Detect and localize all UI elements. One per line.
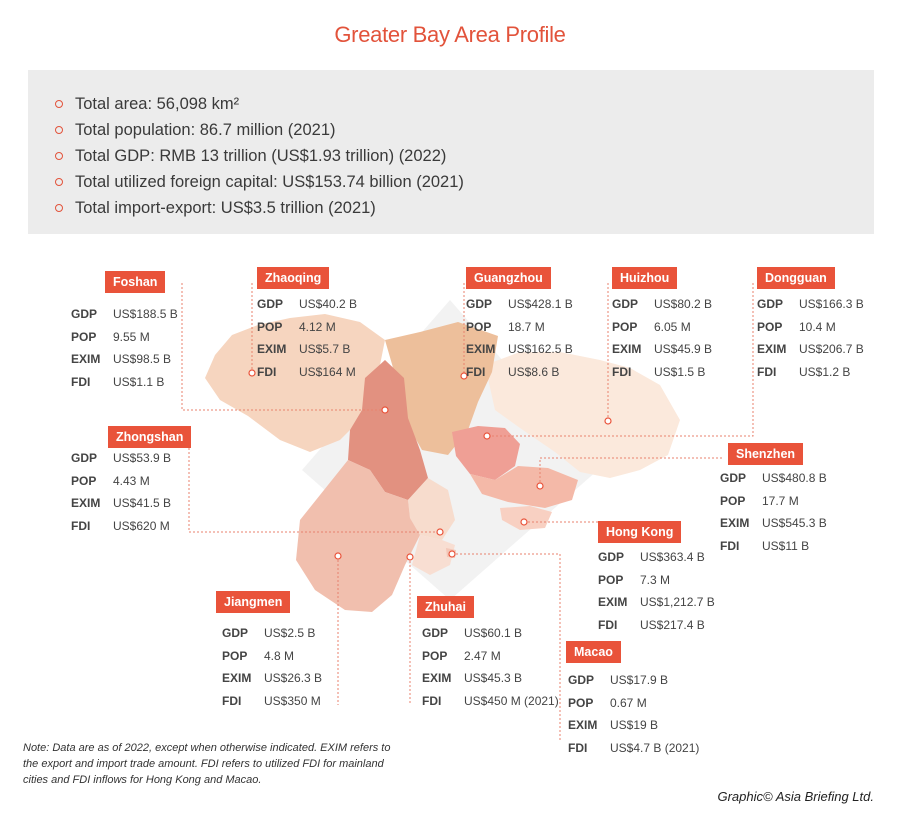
stat-value: US$350 M xyxy=(264,693,321,708)
city-card-jiangmen xyxy=(216,591,290,613)
stat-key: FDI xyxy=(422,693,442,708)
stat-key: POP xyxy=(757,319,783,334)
stat-value: US$8.6 B xyxy=(508,364,560,379)
stat-key: EXIM xyxy=(568,718,598,732)
stat-value: US$363.4 B xyxy=(640,550,705,564)
stat-row-gdp xyxy=(598,546,715,569)
stat-key: GDP xyxy=(71,451,98,465)
stat-row-fdi xyxy=(222,690,322,713)
stat-row-fdi xyxy=(71,371,178,394)
city-label-hongkong: Hong Kong xyxy=(598,521,681,543)
city-card-foshan xyxy=(105,271,190,293)
stat-row-fdi xyxy=(720,535,827,558)
city-card-guangzhou xyxy=(466,267,573,383)
marker-zhongshan xyxy=(437,529,443,535)
stat-value: US$80.2 B xyxy=(654,297,713,311)
stat-row-fdi xyxy=(598,614,715,637)
marker-zhuhai xyxy=(407,554,413,560)
marker-hongkong xyxy=(521,519,527,525)
stat-row-gdp xyxy=(568,669,699,692)
stat-key: POP xyxy=(598,572,624,587)
city-label-dongguan: Dongguan xyxy=(757,267,835,289)
stat-value: 4.43 M xyxy=(113,473,150,488)
city-stats-zhuhai xyxy=(422,622,559,712)
stat-value: US$164 M xyxy=(299,364,356,379)
stat-key: EXIM xyxy=(598,595,628,609)
stat-value: US$98.5 B xyxy=(113,352,172,366)
summary-item-foreign-capital: Total utilized foreign capital: US$153.74 billion (2021) xyxy=(55,171,874,197)
city-label-shenzhen: Shenzhen xyxy=(728,443,803,465)
city-card-zhuhai xyxy=(417,596,474,618)
stat-row-pop xyxy=(598,569,715,592)
stat-key: FDI xyxy=(466,364,486,379)
stat-value: US$188.5 B xyxy=(113,307,178,321)
stat-key: GDP xyxy=(222,626,249,640)
stat-value: US$480.8 B xyxy=(762,471,827,485)
stat-row-fdi xyxy=(466,361,573,384)
marker-zhaoqing xyxy=(249,370,255,376)
stat-value: US$60.1 B xyxy=(464,626,523,640)
stat-value: 9.55 M xyxy=(113,329,150,344)
stat-key: POP xyxy=(71,329,97,344)
stat-key: GDP xyxy=(612,297,639,311)
stat-value: 6.05 M xyxy=(654,319,691,334)
stat-key: EXIM xyxy=(257,342,287,356)
stat-value: US$5.7 B xyxy=(299,342,351,356)
stat-row-exim xyxy=(568,714,699,737)
stat-key: POP xyxy=(257,319,283,334)
stat-value: 10.4 M xyxy=(799,319,836,334)
stat-row-pop xyxy=(757,316,864,339)
city-stats-jiangmen xyxy=(222,622,322,712)
stat-key: EXIM xyxy=(757,342,787,356)
stat-value: US$1,212.7 B xyxy=(640,595,715,609)
stat-value: 2.47 M xyxy=(464,648,501,663)
stat-key: GDP xyxy=(257,297,284,311)
stat-key: FDI xyxy=(720,538,740,553)
page-title: Greater Bay Area Profile xyxy=(334,22,566,47)
stat-row-fdi xyxy=(257,361,357,384)
stat-value: US$53.9 B xyxy=(113,451,172,465)
stat-row-exim xyxy=(612,338,712,361)
stat-row-exim xyxy=(757,338,864,361)
stat-value: US$166.3 B xyxy=(799,297,864,311)
stat-key: EXIM xyxy=(612,342,642,356)
stat-value: US$41.5 B xyxy=(113,496,172,510)
stat-value: US$2.5 B xyxy=(264,626,316,640)
stat-key: FDI xyxy=(568,740,588,755)
stat-value: US$11 B xyxy=(762,538,810,553)
stat-value: 7.3 M xyxy=(640,572,671,587)
stat-row-pop xyxy=(71,326,178,349)
city-label-zhuhai: Zhuhai xyxy=(417,596,474,618)
stat-key: GDP xyxy=(568,673,595,687)
stat-row-exim xyxy=(720,512,827,535)
city-label-guangzhou: Guangzhou xyxy=(466,267,551,289)
stat-value: US$4.7 B (2021) xyxy=(610,740,700,755)
marker-huizhou xyxy=(605,418,611,424)
credit: Graphic© Asia Briefing Ltd. xyxy=(717,789,874,804)
stat-row-gdp xyxy=(757,293,864,316)
stat-value: US$1.2 B xyxy=(799,364,851,379)
stat-key: FDI xyxy=(757,364,777,379)
stat-key: GDP xyxy=(71,307,98,321)
marker-foshan xyxy=(382,407,388,413)
stat-row-gdp xyxy=(466,293,573,316)
stat-key: POP xyxy=(222,648,248,663)
stat-value: 18.7 M xyxy=(508,319,545,334)
stat-row-exim xyxy=(257,338,357,361)
stat-key: GDP xyxy=(720,471,747,485)
city-label-zhongshan: Zhongshan xyxy=(108,426,191,448)
stat-value: 4.12 M xyxy=(299,319,336,334)
stat-row-fdi xyxy=(612,361,712,384)
city-card-huizhou xyxy=(612,267,712,383)
stat-value: 4.8 M xyxy=(264,648,295,663)
stat-row-pop xyxy=(422,645,559,668)
city-label-zhaoqing: Zhaoqing xyxy=(257,267,329,289)
summary-list xyxy=(28,70,874,223)
stat-value: US$40.2 B xyxy=(299,297,358,311)
stat-key: EXIM xyxy=(71,352,101,366)
stat-row-pop xyxy=(568,692,699,715)
marker-macao xyxy=(449,551,455,557)
stat-row-exim xyxy=(71,348,178,371)
city-stats-macao xyxy=(568,669,699,759)
stat-value: US$19 B xyxy=(610,718,659,732)
city-label-macao: Macao xyxy=(566,641,621,663)
stat-value: US$620 M xyxy=(113,518,170,533)
stat-key: FDI xyxy=(222,693,242,708)
stat-key: GDP xyxy=(757,297,784,311)
stat-value: US$217.4 B xyxy=(640,617,705,632)
stat-value: US$17.9 B xyxy=(610,673,669,687)
city-card-zhongshan xyxy=(108,426,191,448)
marker-dongguan xyxy=(484,433,490,439)
stat-row-pop xyxy=(466,316,573,339)
stat-row-exim xyxy=(71,492,171,515)
stat-row-fdi xyxy=(757,361,864,384)
stat-row-gdp xyxy=(422,622,559,645)
stat-key: EXIM xyxy=(71,496,101,510)
stat-row-pop xyxy=(222,645,322,668)
stat-row-exim xyxy=(598,591,715,614)
marker-shenzhen xyxy=(537,483,543,489)
stat-key: GDP xyxy=(466,297,493,311)
stat-value: 0.67 M xyxy=(610,695,647,710)
stat-row-pop xyxy=(71,470,171,493)
city-stats-foshan xyxy=(71,303,178,393)
stat-key: POP xyxy=(466,319,492,334)
city-card-macao xyxy=(566,641,621,663)
city-stats-shenzhen xyxy=(720,467,827,557)
stat-row-pop xyxy=(612,316,712,339)
stat-key: FDI xyxy=(612,364,632,379)
stat-key: FDI xyxy=(71,374,91,389)
stat-value: US$162.5 B xyxy=(508,342,573,356)
stat-row-exim xyxy=(422,667,559,690)
stat-value: US$26.3 B xyxy=(264,671,323,685)
stat-row-pop xyxy=(720,490,827,513)
footnote: Note: Data are as of 2022, except when otherwise indicated. EXIM refers to the export and import trade amount. FDI refers to utilized FDI for mainland cities and FDI inflows for Hong Kong and Macao. xyxy=(23,742,391,786)
summary-item-population: Total population: 86.7 million (2021) xyxy=(55,119,874,145)
stat-row-fdi xyxy=(422,690,559,713)
stat-key: EXIM xyxy=(720,516,750,530)
stat-value: US$450 M (2021) xyxy=(464,693,559,708)
stat-key: FDI xyxy=(598,617,618,632)
stat-key: POP xyxy=(568,695,594,710)
city-label-huizhou: Huizhou xyxy=(612,267,677,289)
city-label-foshan: Foshan xyxy=(105,271,165,293)
stat-row-gdp xyxy=(720,467,827,490)
stat-value: US$1.1 B xyxy=(113,374,165,389)
stat-key: POP xyxy=(422,648,448,663)
stat-key: EXIM xyxy=(422,671,452,685)
stat-key: FDI xyxy=(257,364,277,379)
summary-item-gdp: Total GDP: RMB 13 trillion (US$1.93 trillion) (2022) xyxy=(55,145,874,171)
stat-value: US$206.7 B xyxy=(799,342,864,356)
stat-value: US$428.1 B xyxy=(508,297,573,311)
marker-jiangmen xyxy=(335,553,341,559)
stat-row-gdp xyxy=(257,293,357,316)
stat-row-pop xyxy=(257,316,357,339)
stat-value: US$45.9 B xyxy=(654,342,713,356)
stat-row-gdp xyxy=(71,447,171,470)
stat-row-fdi xyxy=(568,737,699,760)
city-card-shenzhen xyxy=(728,443,803,465)
stat-key: EXIM xyxy=(466,342,496,356)
summary-item-import-export: Total import-export: US$3.5 trillion (2021) xyxy=(55,197,874,223)
summary-panel xyxy=(28,70,874,234)
stat-key: POP xyxy=(720,493,746,508)
city-card-hongkong xyxy=(598,521,715,636)
city-stats-zhongshan xyxy=(71,447,171,537)
stat-value: US$1.5 B xyxy=(654,364,706,379)
stat-value: 17.7 M xyxy=(762,493,799,508)
stat-row-fdi xyxy=(71,515,171,538)
stat-key: EXIM xyxy=(222,671,252,685)
stat-key: GDP xyxy=(598,550,625,564)
summary-item-area: Total area: 56,098 km² xyxy=(55,93,874,119)
stat-key: FDI xyxy=(71,518,91,533)
city-card-dongguan xyxy=(757,267,864,383)
stat-key: POP xyxy=(612,319,638,334)
stat-row-gdp xyxy=(71,303,178,326)
stat-row-gdp xyxy=(612,293,712,316)
stat-value: US$545.3 B xyxy=(762,516,827,530)
city-card-zhaoqing xyxy=(257,267,357,383)
stat-value: US$45.3 B xyxy=(464,671,523,685)
stat-row-exim xyxy=(222,667,322,690)
stat-key: GDP xyxy=(422,626,449,640)
stat-row-exim xyxy=(466,338,573,361)
stat-row-gdp xyxy=(222,622,322,645)
city-label-jiangmen: Jiangmen xyxy=(216,591,290,613)
stat-key: POP xyxy=(71,473,97,488)
